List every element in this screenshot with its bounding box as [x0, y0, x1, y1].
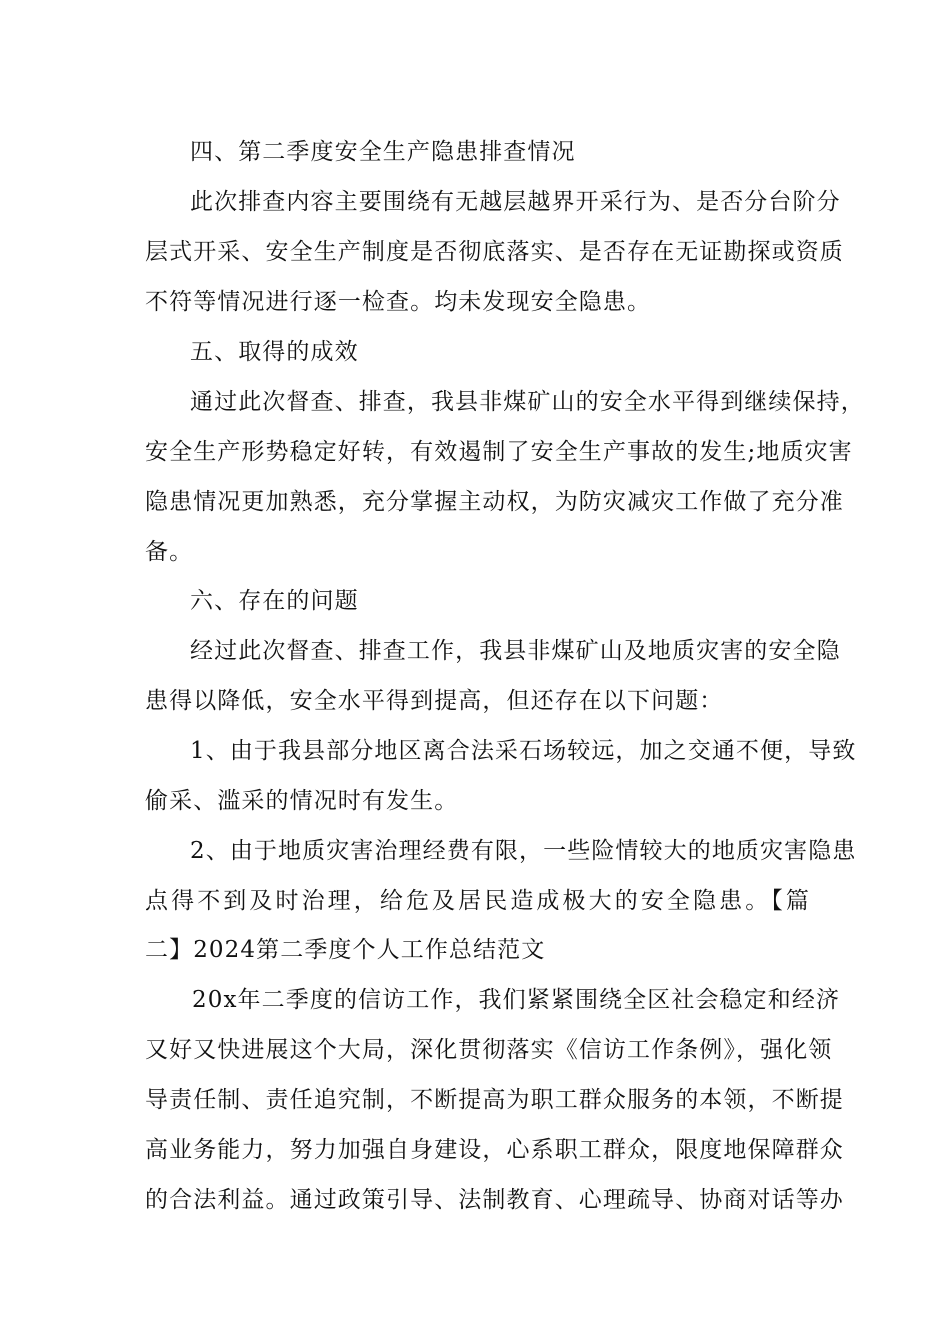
paragraph-line-justified: 点得不到及时治理，给危及居民造成极大的安全隐患。【篇 [145, 888, 810, 914]
paragraph-line: 不符等情况进行逐一检查。均未发现安全隐患。 [145, 289, 652, 315]
paragraph-line: 导责任制、责任追究制，不断提高为职工群众服务的本领，不断提 [145, 1087, 844, 1113]
section-heading-6: 六、存在的问题 [190, 588, 359, 614]
paragraph-line: 患得以降低，安全水平得到提高，但还存在以下问题： [145, 688, 724, 714]
paragraph-line: 偷采、滥采的情况时有发生。 [145, 788, 459, 814]
list-item-2: 2、由于地质灾害治理经费有限，一些险情较大的地质灾害隐患 [190, 838, 857, 864]
article-title-line: 二】2024第二季度个人工作总结范文 [145, 937, 546, 963]
paragraph-line: 此次排查内容主要围绕有无越层越界开采行为、是否分台阶分 [190, 189, 841, 215]
section-heading-5: 五、取得的成效 [190, 339, 359, 365]
section-heading-4: 四、第二季度安全生产隐患排查情况 [190, 139, 576, 165]
paragraph-line: 通过此次督查、排查，我县非煤矿山的安全水平得到继续保持， [190, 389, 865, 415]
paragraph-line: 安全生产形势稳定好转，有效遏制了安全生产事故的发生;地质灾害 [145, 439, 853, 465]
paragraph-line: 经过此次督查、排查工作，我县非煤矿山及地质灾害的安全隐 [190, 638, 841, 664]
paragraph-line: 高业务能力，努力加强自身建设，心系职工群众，限度地保障群众 [145, 1137, 844, 1163]
paragraph-line: 又好又快进展这个大局，深化贯彻落实《信访工作条例》，强化领 [145, 1037, 833, 1063]
paragraph-line: 的合法利益。通过政策引导、法制教育、心理疏导、协商对话等办 [145, 1187, 844, 1213]
paragraph-line: 20x年二季度的信访工作，我们紧紧围绕全区社会稳定和经济 [192, 987, 841, 1013]
list-item-1: 1、由于我县部分地区离合法采石场较远，加之交通不便，导致 [190, 738, 857, 764]
paragraph-line: 层式开采、安全生产制度是否彻底落实、是否存在无证勘探或资质 [145, 239, 844, 265]
paragraph-line: 隐患情况更加熟悉，充分掌握主动权，为防灾减灾工作做了充分准 [145, 489, 844, 515]
paragraph-line: 备。 [145, 539, 194, 565]
